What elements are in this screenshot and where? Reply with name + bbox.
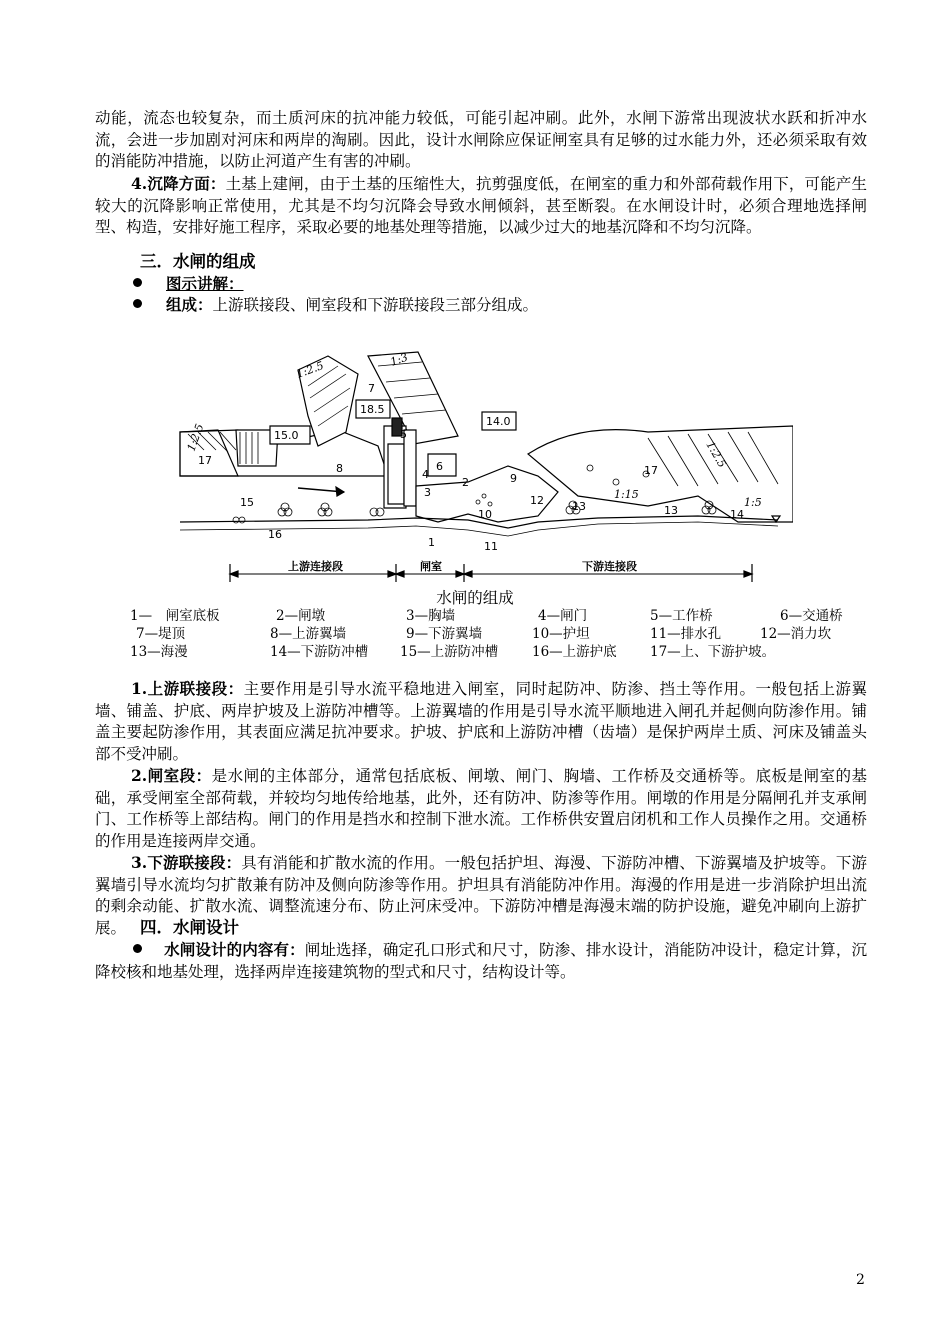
part-number: 17: [198, 454, 212, 467]
legend-item: 8—上游翼墙: [270, 626, 347, 642]
upstream-section-text: 主要作用是引导水流平稳地进入闸室，同时起防冲、防渗、挡土等作用。一般包括上游翼墙、铺盖、护底、两岸护坡及上游防冲槽等。上游翼墙的作用是引导水流平顺地进入闸孔并起侧向防渗作用。铺盖主要起防渗作用，其表面应满足抗冲要求。护坡、护底和上游防冲槽（齿墙）是保护两岸土质、河床及铺盖头部不受冲刷。: [95, 680, 867, 763]
intro-paragraph-1-text: 动能，流态也较复杂，而土质河床的抗冲能力较低，可能引起冲刷。此外，水闸下游常出现波状水跃和折冲水流，会进一步加剧对河床和两岸的淘刷。因此，设计水闸除应保证闸室具有足够的过水能力外，还必须采取有效的消能防冲措施，以防止河道产生有害的冲刷。: [95, 109, 867, 170]
downstream-section-label: 3.下游联接段：: [131, 853, 242, 872]
part-number: 6: [436, 460, 443, 473]
part-number: 4: [422, 468, 429, 481]
design-content-label: 水闸设计的内容有：: [164, 940, 305, 959]
section-3-heading: 三．水闸的组成: [140, 252, 256, 271]
figure-caption: 水闸的组成: [436, 589, 514, 607]
composition-bullet: [133, 294, 538, 316]
chamber-section-text: 是水闸的主体部分，通常包括底板、闸墩、闸门、胸墙、工作桥及交通桥等。底板是闸室的基础，承受闸室全部荷载，并较均匀地传给地基，此外，还有防冲、防渗等作用。闸墩的作用是分隔闸孔并支承闸门、工作桥等上部结构。闸门的作用是挡水和控制下泄水流。工作桥供安置启闭机和工作人员操作之用。交通桥的作用是连接两岸交通。: [95, 767, 867, 850]
part-number: 17: [644, 464, 658, 477]
part-number: 13: [572, 500, 586, 513]
slope-label: 1:2.5: [294, 358, 326, 381]
part-number: 7: [368, 382, 375, 395]
intro-paragraph-2: [95, 173, 867, 239]
part-number: 16: [268, 528, 282, 541]
upstream-section-label: 1.上游联接段：: [131, 679, 244, 698]
slope-label: 1:2.5: [184, 422, 207, 454]
legend-item: 16—上游护底: [532, 644, 617, 660]
legend-item: 7—堤顶: [136, 626, 186, 642]
part-number: 5: [400, 428, 407, 441]
legend-item: 17—上、下游护坡。: [650, 644, 776, 660]
composition-label: 组成：: [166, 295, 213, 314]
sluice-composition-diagram: [178, 326, 793, 588]
segment-label-downstream: 下游连接段: [582, 560, 637, 573]
part-number: 15: [240, 496, 254, 509]
legend-item: 15—上游防冲槽: [400, 644, 499, 660]
legend-row: [130, 607, 870, 625]
legend-item: 1— 闸室底板: [130, 608, 220, 624]
part-number: 8: [336, 462, 343, 475]
downstream-section-text: 具有消能和扩散水流的作用。一般包括护坦、海漫、下游防冲槽、下游翼墙及护坡等。下游翼墙引导水流均匀扩散兼有防冲及侧向防渗等作用。护坦具有消能防冲作用。海漫的作用是进一步消除护坦出流的剩余动能、扩散水流、调整流速分布、防止河床受冲。下游防冲槽是海漫末端的防护设施，避免冲刷向上游扩展。: [95, 854, 867, 937]
segment-label-upstream: 上游连接段: [288, 560, 343, 573]
chamber-section-paragraph: [95, 765, 867, 852]
settlement-label: 4.沉降方面：: [131, 174, 226, 193]
legend-item: 9—下游翼墙: [406, 626, 483, 642]
legend-item: 12—消力坎: [760, 626, 832, 642]
legend-row: [130, 643, 870, 661]
legend-item: 11—排水孔: [650, 626, 722, 642]
page-number: 2: [856, 1272, 865, 1288]
slope-label: 1:2.5: [703, 439, 729, 470]
figure-explanation-label: 图示讲解：: [166, 274, 244, 293]
upstream-section-paragraph: [95, 678, 867, 765]
figure-legend: [130, 607, 870, 661]
part-number: 11: [484, 540, 498, 553]
part-number: 13: [664, 504, 678, 517]
legend-item: 5—工作桥: [650, 608, 713, 624]
design-content-bullet: [95, 939, 867, 983]
legend-item: 13—海漫: [130, 644, 188, 660]
composition-text: 上游联接段、闸室段和下游联接段三部分组成。: [212, 296, 539, 314]
design-content-text: 闸址选择，确定孔口形式和尺寸，防渗、排水设计，消能防冲设计，稳定计算，沉降校核和地基处理，选择两岸连接建筑物的型式和尺寸，结构设计等。: [95, 941, 867, 981]
slope-label: 1:3: [388, 350, 410, 369]
part-number: 2: [462, 476, 469, 489]
legend-item: 10—护坦: [532, 626, 590, 642]
part-number: 12: [530, 494, 544, 507]
section-4-heading: 四．水闸设计: [140, 918, 239, 937]
slope-label: 1:15: [614, 488, 639, 501]
part-number: 1: [428, 536, 435, 549]
bullet-dot-icon: [133, 278, 142, 287]
legend-item: 3—胸墙: [406, 608, 456, 624]
part-number: 3: [424, 486, 431, 499]
part-number: 9: [510, 472, 517, 485]
chamber-section-label: 2.闸室段：: [131, 766, 212, 785]
part-number: 10: [478, 508, 492, 521]
intro-paragraph-1: [95, 108, 867, 173]
elevation-label: 14.0: [486, 415, 511, 428]
part-number: 14: [730, 508, 744, 521]
legend-item: 6—交通桥: [780, 608, 843, 624]
legend-item: 2—闸墩: [276, 608, 326, 624]
figure-explanation-bullet: [133, 273, 244, 295]
bullet-dot-icon: [133, 944, 142, 953]
elevation-label: 18.5: [360, 403, 385, 416]
segment-label-chamber: 闸室: [420, 560, 442, 573]
legend-item: 14—下游防冲槽: [270, 644, 369, 660]
legend-item: 4—闸门: [538, 608, 588, 624]
elevation-label: 15.0: [274, 429, 299, 442]
legend-row: [130, 625, 870, 643]
bullet-dot-icon: [133, 299, 142, 308]
slope-label: 1:5: [744, 496, 762, 509]
settlement-text: 土基上建闸，由于土基的压缩性大，抗剪强度低，在闸室的重力和外部荷载作用下，可能产生较大的沉降影响正常使用，尤其是不均匀沉降会导致水闸倾斜，甚至断裂。在水闸设计时，必须合理地选择闸型、构造，安排好施工程序，采取必要的地基处理等措施，以减少过大的地基沉降和不均匀沉降。: [95, 175, 867, 236]
